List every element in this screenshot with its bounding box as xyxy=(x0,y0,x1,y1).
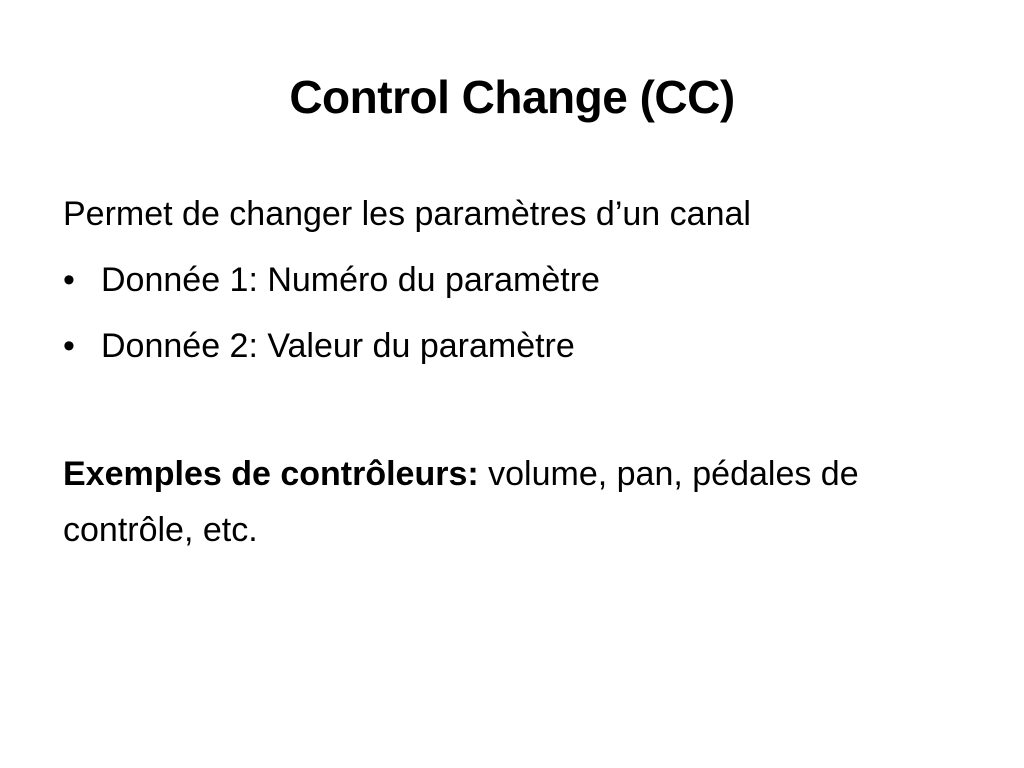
slide-body xyxy=(63,188,963,558)
examples-label: Exemples de contrôleurs: xyxy=(63,455,479,493)
bullet-text: Donnée 1: Numéro du paramètre xyxy=(101,261,600,299)
bullet-list xyxy=(63,254,963,372)
bullet-text: Donnée 2: Valeur du paramètre xyxy=(101,327,575,365)
slide-title: Control Change (CC) xyxy=(289,71,735,123)
bullet-icon: • xyxy=(63,327,75,365)
intro-text: Permet de changer les paramètres d’un canal xyxy=(63,195,751,233)
examples-paragraph xyxy=(63,446,963,558)
bullet-item xyxy=(63,320,963,372)
bullet-icon: • xyxy=(63,261,75,299)
bullet-item xyxy=(63,254,963,306)
examples-text: volume, pan, pédales de contrôle, etc. xyxy=(63,455,859,549)
spacer xyxy=(63,386,963,446)
